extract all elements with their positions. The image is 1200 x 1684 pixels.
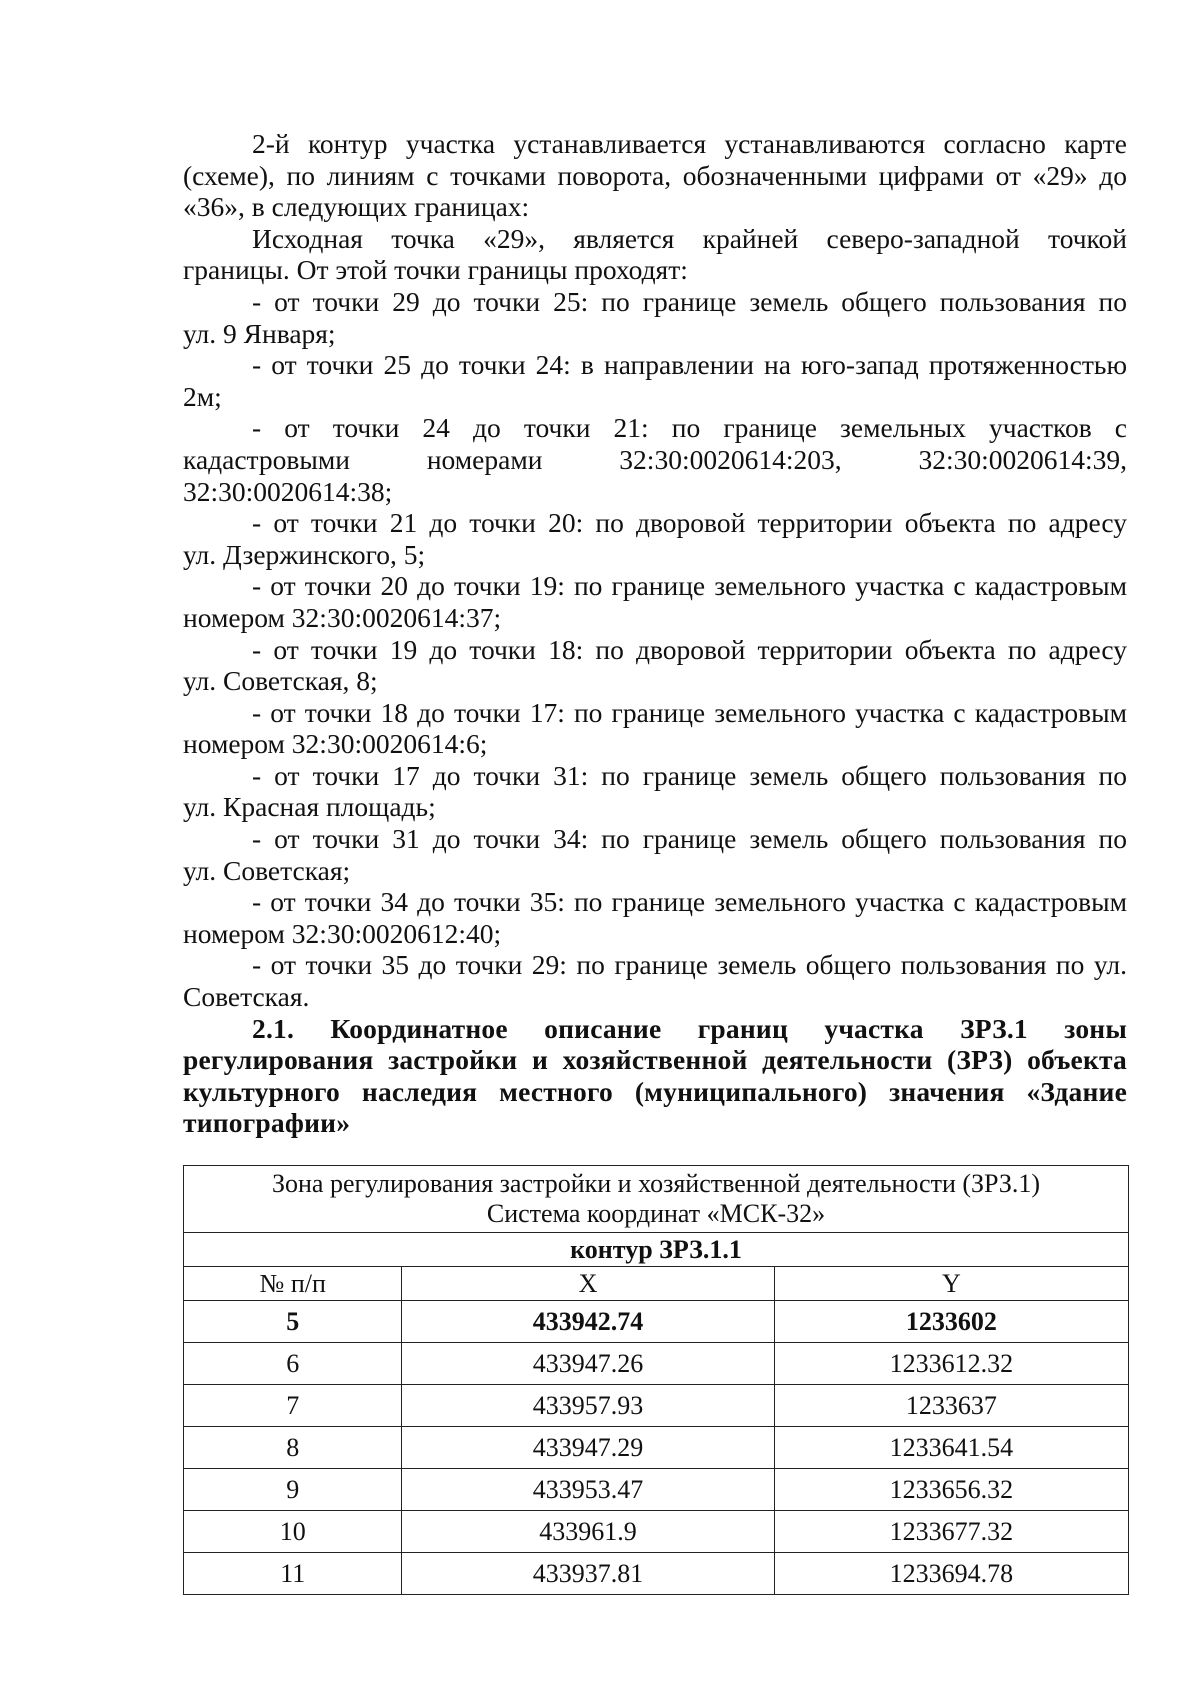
text-line: ул. Советская; [183,854,351,886]
cell-number: 6 [184,1343,402,1385]
heading-line: 2.1. Координатное описание границ участка ЗРЗ.1 зоны [252,1012,1127,1044]
text-line: - от точки 18 до точки 17: по границе земельного участка с кадастровым [252,696,1127,728]
paragraph-segment [183,634,1127,697]
cell-x: 433942.74 [402,1301,774,1343]
cell-number: 9 [184,1469,402,1511]
text-line: (схеме), по линиям с точками поворота, обозначенными цифрами от «29» до [183,159,1127,191]
text-line: 32:30:0020614:38; [183,475,393,507]
paragraph-segment [183,760,1127,823]
paragraph-segment [183,823,1127,886]
cell-y: 1233641.54 [774,1427,1128,1469]
column-header-y: Y [774,1267,1128,1301]
text-line: Советская. [183,981,310,1013]
table-row [184,1343,1129,1385]
text-line: - от точки 20 до точки 19: по границе земельного участка с кадастровым [252,570,1127,602]
cell-x: 433961.9 [402,1511,774,1553]
table-contour-row [184,1233,1129,1267]
paragraph-segment [183,349,1127,412]
cell-x: 433947.29 [402,1427,774,1469]
cell-x: 433957.93 [402,1385,774,1427]
cell-x: 433937.81 [402,1553,774,1595]
cell-y: 1233602 [774,1301,1128,1343]
text-line: - от точки 25 до точки 24: в направлении на юго-запад протяженностью [252,349,1127,381]
cell-y: 1233694.78 [774,1553,1128,1595]
cell-x: 433947.26 [402,1343,774,1385]
cell-number: 11 [184,1553,402,1595]
cell-number: 5 [184,1301,402,1343]
table-header-row [184,1267,1129,1301]
paragraph-segment [183,286,1127,349]
cell-y: 1233637 [774,1385,1128,1427]
text-line: ул. Дзержинского, 5; [183,538,426,570]
text-line: границы. От этой точки границы проходят: [183,254,688,286]
paragraph-segment [183,886,1127,949]
text-line: 2м; [183,380,222,412]
text-line: - от точки 17 до точки 31: по границе земель общего пользования по [252,759,1127,791]
coordinates-table [183,1165,1129,1595]
coordinates-table-wrapper [183,1165,1129,1595]
cell-y: 1233612.32 [774,1343,1128,1385]
paragraph-segment [183,697,1127,760]
cell-y: 1233677.32 [774,1511,1128,1553]
paragraph-start-point [183,223,1127,286]
table-row [184,1553,1129,1595]
column-header-x: X [402,1267,774,1301]
cell-number: 10 [184,1511,402,1553]
document-page [183,128,1127,1139]
text-line: - от точки 35 до точки 29: по границе земель общего пользования по ул. [252,949,1127,981]
table-title-row [184,1166,1129,1233]
table-row [184,1511,1129,1553]
paragraph-segment [183,507,1127,570]
table-contour-cell: контур ЗРЗ.1.1 [184,1233,1129,1267]
text-line: - от точки 31 до точки 34: по границе земель общего пользования по [252,823,1127,855]
text-line: ул. 9 Января; [183,317,336,349]
text-line: - от точки 29 до точки 25: по границе земель общего пользования по [252,285,1127,317]
paragraph-segment [183,570,1127,633]
section-heading [183,1013,1127,1139]
paragraph-segment [183,412,1127,507]
table-title-line1: Зона регулирования застройки и хозяйственной деятельности (ЗРЗ.1) [271,1169,1041,1198]
cell-number: 7 [184,1385,402,1427]
paragraph-contour-intro [183,128,1127,223]
heading-line: регулирования застройки и хозяйственной деятельности (ЗРЗ) объекта [183,1044,1127,1076]
text-line: номером 32:30:0020614:6; [183,728,488,760]
text-line: - от точки 34 до точки 35: по границе земельного участка с кадастровым [252,886,1127,918]
text-line: - от точки 21 до точки 20: по дворовой территории объекта по адресу [252,507,1127,539]
text-line: «36», в следующих границах: [183,191,530,223]
text-line: - от точки 19 до точки 18: по дворовой территории объекта по адресу [252,633,1127,665]
table-title-line2: Система координат «МСК-32» [486,1199,826,1228]
text-line: номером 32:30:0020612:40; [183,917,502,949]
cell-number: 8 [184,1427,402,1469]
cell-y: 1233656.32 [774,1469,1128,1511]
table-row [184,1427,1129,1469]
text-line: ул. Советская, 8; [183,665,378,697]
table-row [184,1385,1129,1427]
text-line: 2-й контур участка устанавливается устанавливаются согласно карте [252,128,1127,159]
paragraph-segment [183,949,1127,1012]
column-header-number: № п/п [184,1267,402,1301]
text-line: - от точки 24 до точки 21: по границе земельных участков с [252,412,1127,444]
text-line: номером 32:30:0020614:37; [183,601,502,633]
text-line: кадастровыми номерами 32:30:0020614:203, 32:30:0020614:39, [183,443,1127,475]
heading-line: культурного наследия местного (муниципального) значения «Здание [183,1075,1127,1107]
table-row [184,1469,1129,1511]
cell-x: 433953.47 [402,1469,774,1511]
table-title-cell [184,1166,1129,1233]
text-line: Исходная точка «29», является крайней северо-западной точкой [252,222,1127,254]
heading-line: типографии» [183,1107,351,1139]
table-row [184,1301,1129,1343]
text-line: ул. Красная площадь; [183,791,436,823]
